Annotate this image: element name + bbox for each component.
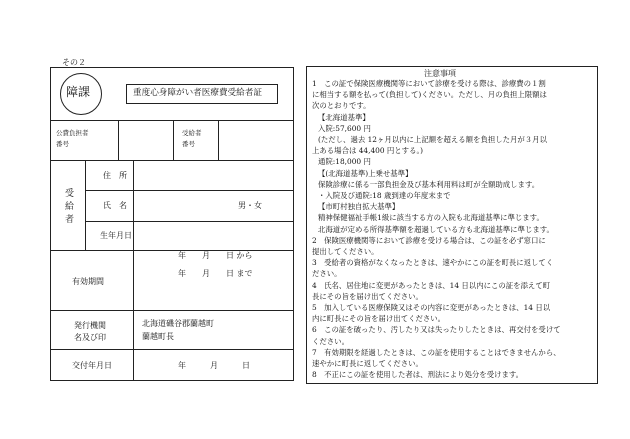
dob-label: 生年月日 — [100, 231, 132, 240]
valid-to: 年 月 日 まで — [178, 269, 253, 278]
notes-line: ください。 — [312, 336, 349, 346]
issue-date: 年 月 日 — [178, 361, 250, 370]
recipient-number-label: 受給者 番号 — [182, 129, 202, 148]
notes-line: に相当する額を払って(負担して)ください。ただし、月の負担上限額は — [312, 90, 547, 100]
issuer-line1: 北海道磯谷郡蘭越町 — [142, 319, 214, 328]
notes-line: 1 この証で保険医療機関等において診療を受ける際は、診療費の１割 — [312, 79, 546, 88]
notes-line: (ただし、過去 12ヶ月以内に上記額を超える額を負担した月が３月以 — [318, 135, 547, 144]
payer-number-label: 公費負担者 番号 — [56, 129, 89, 148]
notes-line: 【市町村独自拡大基準】 — [318, 202, 400, 212]
gender-field: 男・女 — [238, 201, 262, 210]
notes-line: 提出してください。 — [312, 247, 379, 256]
address-label: 住 所 — [103, 171, 127, 180]
name-label: 氏 名 — [103, 201, 127, 210]
notes-line: 北海道が定める所得基準額を超過している方も北海道基準に準じます。 — [318, 224, 554, 234]
notes-line: ・入院及び通院:18 歳到達の年度末まで — [318, 191, 451, 200]
notes-line: 2 保険医療機関等において診療を受ける場合は、この証を必ず窓口に — [312, 235, 546, 245]
notes-line: 【北海道基準】 — [318, 112, 370, 122]
notes-line: 6 この証を破ったり、汚したり又は失ったりしたときは、再交付を受けて — [312, 325, 561, 335]
notes-line: 速やかに町長に返してください。 — [312, 359, 423, 368]
notes-line: 入院:57,600 円 — [318, 123, 371, 133]
recipient-section-label: 受給者 — [63, 188, 73, 227]
notes-line: 【(北海道基準)上乗せ基準】 — [318, 168, 413, 178]
card-title: 重度心身障がい者医療費受給者証 — [133, 88, 262, 98]
notes-line: 内に町長にその旨を届け出てください。 — [312, 314, 446, 324]
notes-line: 4 氏名、居住地に変更があったときは、14 日以内にこの証を添えて町 — [312, 280, 551, 290]
issuer-line2: 蘭越町長 — [142, 332, 174, 341]
notes-line: 次のとおりです。 — [312, 101, 371, 111]
issue-date-label: 交付年月日 — [72, 361, 112, 370]
seal-text: 障課 — [66, 85, 91, 99]
issuer-label: 発行機関 名及び印 — [74, 321, 106, 342]
notes-line: 通院:18,000 円 — [318, 157, 371, 167]
notes-line: 保険診療に係る一部負担金及び基本利用料は町が全額助成します。 — [318, 179, 540, 189]
notes-line: 7 有効期限を経過したときは、この証を使用することはできませんから、 — [312, 347, 561, 357]
notes-line: 5 加入している医療保険又はその内容に変更があったときは、14 日以 — [312, 303, 551, 312]
valid-period-label: 有効期間 — [72, 277, 104, 286]
notes-line: 上ある場合は 44,400 円とする。) — [312, 146, 424, 156]
notes-line: 精神保健福祉手帳1級に該当する方の入院も北海道基準に準じます。 — [318, 213, 544, 223]
valid-from: 年 月 日 から — [178, 251, 253, 260]
notes-line: 8 不正にこの証を使用した者は、刑法により処分を受けます。 — [312, 370, 524, 380]
notes-line: ださい。 — [312, 269, 342, 279]
page-label: その２ — [62, 58, 86, 67]
notes-title: 注意事項 — [424, 69, 456, 78]
notes-line: 3 受給者の資格がなくなったときは、速やかにこの証を町長に返してく — [312, 258, 554, 268]
notes-line: 長にその旨を届け出てください。 — [312, 291, 423, 301]
